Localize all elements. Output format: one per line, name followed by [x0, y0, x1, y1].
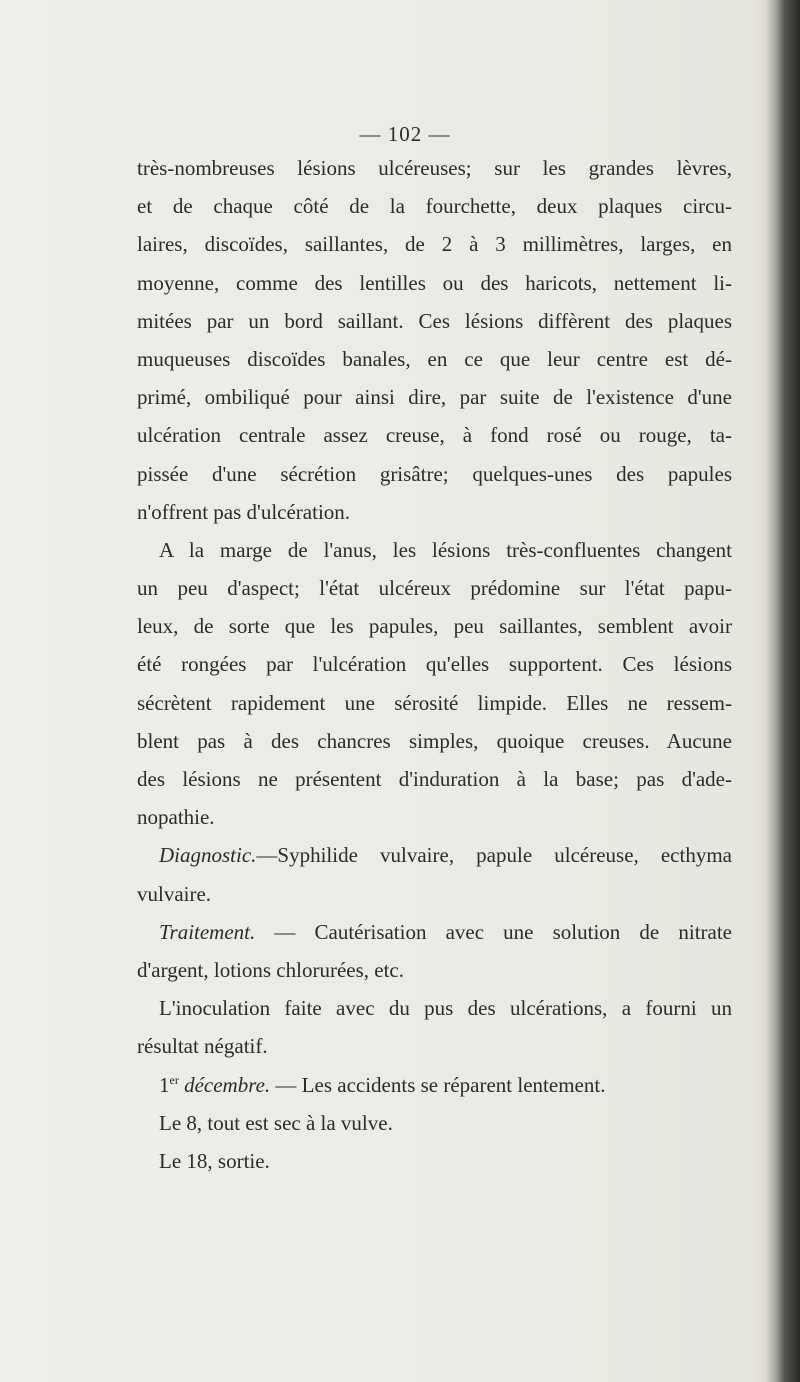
le8-line: Le 8, tout est sec à la vulve.	[159, 1110, 393, 1135]
text-line: laires, discoïdes, saillantes, de 2 à 3 millimètres, larges, en	[137, 232, 732, 257]
text-line: des lésions ne présentent d'induration à la base; pas d'ade-	[137, 767, 732, 791]
text-line: moyenne, comme des lentilles ou des haricots, nettement li-	[137, 270, 732, 295]
traitement-line-1	[137, 913, 732, 951]
diagnostic-line-2: vulvaire.	[137, 881, 212, 906]
text-line: A la marge de l'anus, les lésions très-confluentes changent	[159, 537, 732, 562]
diagnostic-label: Diagnostic.	[159, 843, 257, 868]
text-line: été rongées par l'ulcération qu'elles supportent. Ces lésions	[137, 652, 732, 677]
diagnostic-line-1	[137, 836, 732, 874]
text-line: nopathie.	[137, 805, 215, 830]
decembre-line	[137, 1066, 732, 1104]
binding-shadow	[766, 0, 800, 1382]
text-line: muqueuses discoïdes banales, en ce que leur centre est dé-	[137, 346, 732, 371]
inoculation-line-1: L'inoculation faite avec du pus des ulcérations, a fourni un	[159, 996, 732, 1021]
text-line: un peu d'aspect; l'état ulcéreux prédomine sur l'état papu-	[137, 576, 732, 601]
text-line: sécrètent rapidement une sérosité limpide. Elles ne ressem-	[137, 690, 732, 715]
text-line: mitées par un bord saillant. Ces lésions diffèrent des plaques	[137, 308, 732, 333]
inoculation-line-2: résultat négatif.	[137, 1034, 268, 1059]
decembre-text: — Les accidents se réparent lentement.	[270, 1072, 606, 1097]
decembre-sup: er	[169, 1072, 179, 1087]
decembre-label: décembre.	[178, 1072, 271, 1097]
decembre-day: 1	[159, 1072, 170, 1097]
text-line: très-nombreuses lésions ulcéreuses; sur les grandes lèvres,	[137, 156, 732, 180]
text-line: leux, de sorte que les papules, peu saillantes, semblent avoir	[137, 614, 732, 639]
text-line: et de chaque côté de la fourchette, deux plaques circu-	[137, 194, 732, 219]
paragraph-lines	[137, 149, 732, 836]
traitement-label: Traitement.	[159, 919, 256, 944]
traitement-line-2: d'argent, lotions chlorurées, etc.	[137, 957, 404, 982]
text-line: primé, ombiliqué pour ainsi dire, par suite de l'existence d'une	[137, 385, 732, 410]
le18-line: Le 18, sortie.	[159, 1148, 270, 1173]
text-line: n'offrent pas d'ulcération.	[137, 499, 351, 524]
text-line: ulcération centrale assez creuse, à fond rosé ou rouge, ta-	[137, 423, 732, 448]
diagnostic-text: —Syphilide vulvaire, papule ulcéreuse, ecthyma	[256, 843, 732, 868]
page-number: — 102 —	[359, 122, 451, 146]
traitement-text: — Cautérisation avec une solution de nitrate	[255, 919, 732, 944]
body-text	[137, 149, 732, 1180]
text-line: blent pas à des chancres simples, quoique creuses. Aucune	[137, 728, 732, 753]
text-line: pissée d'une sécrétion grisâtre; quelques-unes des papules	[137, 461, 732, 486]
